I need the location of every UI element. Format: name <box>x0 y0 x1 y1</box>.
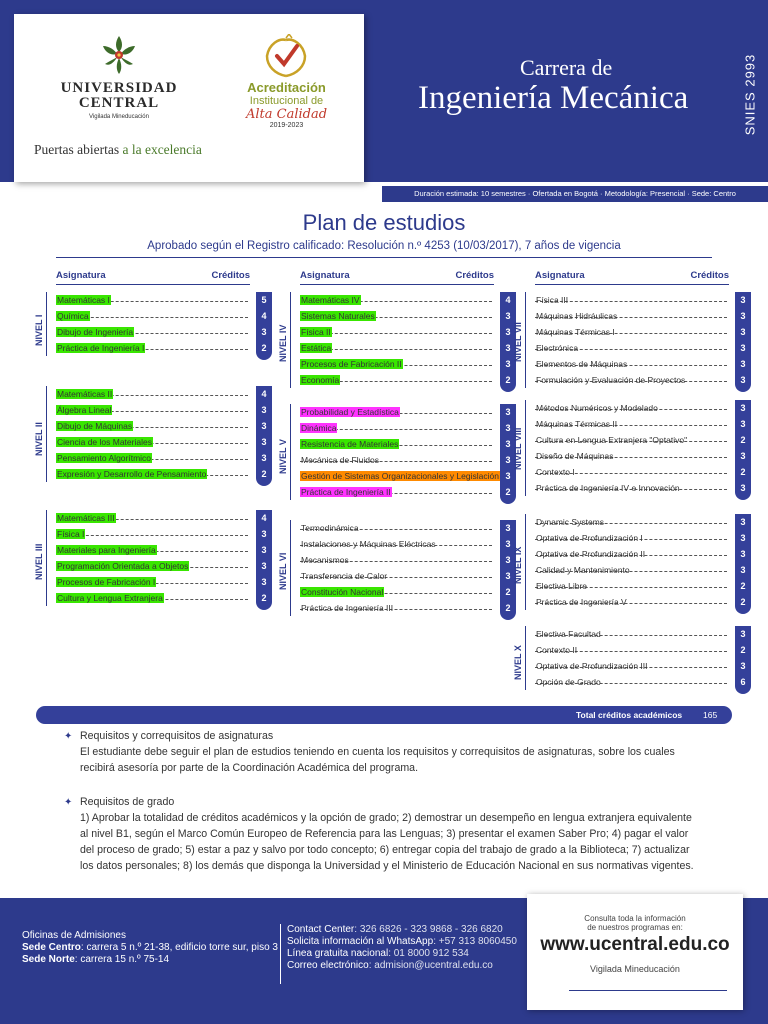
course-credits: 3 <box>740 565 746 575</box>
course-name: Química <box>57 311 89 321</box>
course-row <box>300 324 492 340</box>
course-credits: 4 <box>261 513 267 523</box>
course-row <box>535 642 727 658</box>
level-bracket <box>525 626 526 690</box>
course-credits: 3 <box>261 421 267 431</box>
course-row <box>56 526 248 542</box>
course-name: Diseño de Máquinas <box>536 451 614 461</box>
course-row <box>56 308 248 324</box>
course-name: Contexto II <box>536 645 578 655</box>
bullet-icon: ✦ <box>64 797 73 808</box>
course-row <box>56 558 248 574</box>
course-name: Máquinas Térmicas I <box>536 327 615 337</box>
requisites-text: El estudiante debe seguir el plan de estudios teniendo en cuenta los requisitos y correquisitos de asignaturas, sobre los cuales recibirá asesoría por parte de la Coordinación Académica del programa. <box>80 746 675 774</box>
course-row <box>56 590 248 606</box>
column-header: Asignatura Créditos <box>56 270 250 285</box>
course-name: Máquinas Térmicas II <box>536 419 618 429</box>
course-row <box>535 594 727 610</box>
bullet-icon: ✦ <box>64 731 73 742</box>
course-credits: 3 <box>505 571 511 581</box>
accreditation-badge <box>224 34 349 129</box>
level-bracket <box>290 292 291 388</box>
graduation-note <box>64 794 700 874</box>
course-credits: 3 <box>740 549 746 559</box>
plan-subtitle: Aprobado según el Registro calificado: Resolución n.º 4253 (10/03/2017), 7 años de vigencia <box>147 240 621 252</box>
course-row <box>300 404 492 420</box>
course-credits: 4 <box>505 295 511 305</box>
university-name-line1: UNIVERSIDAD <box>60 80 178 96</box>
course-credits: 3 <box>740 451 746 461</box>
course-row <box>300 452 492 468</box>
course-credits: 3 <box>505 471 511 481</box>
course-name: Práctica de Ingeniería I <box>57 343 145 353</box>
course-name: Instalaciones y Máquinas Eléctricas <box>301 539 436 549</box>
course-credits: 3 <box>505 523 511 533</box>
accreditation-subtitle: Institucional de <box>249 95 324 107</box>
course-row <box>535 578 727 594</box>
course-credits: 3 <box>261 545 267 555</box>
course-row <box>535 514 727 530</box>
snies-code: SNIES 2993 <box>742 53 758 136</box>
course-name: Estática <box>301 343 332 353</box>
university-crest-icon <box>99 34 139 76</box>
course-credits: 3 <box>261 327 267 337</box>
course-name: Física II <box>301 327 331 337</box>
course-credits: 2 <box>505 487 511 497</box>
course-row <box>56 340 248 356</box>
course-name: Electiva Facultad <box>536 629 601 639</box>
course-name: Física III <box>536 295 569 305</box>
course-credits: 3 <box>261 453 267 463</box>
course-row <box>300 340 492 356</box>
contact-info: Contact Center: 326 6826 - 323 9868 - 326 6820 Solicita información al WhatsApp: +57 313 8060450 Línea gratuita nacional: 01 8000 912 534 Correo electrónico: admision@ucentral.edu.co <box>287 924 517 971</box>
website-link[interactable]: www.ucentral.edu.co <box>540 934 730 955</box>
course-credits: 2 <box>740 435 746 445</box>
curriculum-column-3: Asignatura Créditos NIVEL VII 3 3 3 3 3 3 Física III Máquinas Hidráulicas Máquinas Térmicas I Electrónica Elementos de Máquinas Formulación y Evaluación de Proyectos NIVEL VIII 3 3 2 3 2 3 Métodos Numéricos y Modelado Máquinas Térmicas II Cultura en Lengua Extranjera "Optativo" Diseño de Máquinas Contexto I Práctica de Ingeniería IV e Innovación NIVEL IX 3 3 3 3 2 2 Dynamic Systems Optativa de Profundización I Optativa de Profundización II Calidad y Mantenimiento Electiva Libre Práctica de Ingeniería V NIVEL X 3 2 3 6 Electiva Facultad Contexto II Optativa de Profundización III Opción de Grado <box>513 270 733 285</box>
total-credits-value: 165 <box>703 710 718 720</box>
level-bracket <box>46 386 47 482</box>
course-name: Matemáticas IV <box>301 295 360 305</box>
university-logo <box>24 34 214 120</box>
course-name: Procesos de Fabricación II <box>301 359 402 369</box>
course-credits: 3 <box>505 439 511 449</box>
course-row <box>56 402 248 418</box>
course-credits: 3 <box>740 483 746 493</box>
course-name: Resistencia de Materiales <box>301 439 399 449</box>
total-credits-label: Total créditos académicos <box>576 710 683 720</box>
course-credits: 2 <box>261 343 267 353</box>
course-credits: 3 <box>740 375 746 385</box>
course-credits: 2 <box>505 587 511 597</box>
course-row <box>300 600 492 616</box>
footer-divider <box>280 924 281 984</box>
course-name: Cultura y Lengua Extranjera <box>57 593 163 603</box>
admissions-offices: Oficinas de Admisiones Sede Centro: carrera 5 n.º 21-38, edificio torre sur, piso 3 Sede Norte: carrera 15 n.º 75-14 <box>22 930 278 965</box>
course-credits: 3 <box>740 419 746 429</box>
whatsapp-number: : +57 313 8060450 <box>433 936 517 947</box>
level-bracket <box>525 514 526 610</box>
toll-free-line: : 01 8000 912 534 <box>388 948 469 959</box>
course-credits: 3 <box>505 455 511 465</box>
course-credits: 4 <box>261 389 267 399</box>
course-row <box>56 386 248 402</box>
course-credits: 2 <box>505 375 511 385</box>
course-row <box>535 372 727 388</box>
course-name: Cultura en Lengua Extranjera "Optativo" <box>536 435 688 445</box>
course-row <box>535 546 727 562</box>
plan-divider <box>56 257 712 258</box>
course-row <box>300 372 492 388</box>
course-name: Contexto I <box>536 467 575 477</box>
course-row <box>56 434 248 450</box>
course-credits: 3 <box>740 359 746 369</box>
course-credits: 3 <box>505 423 511 433</box>
requisites-note <box>64 728 700 776</box>
course-credits: 3 <box>505 555 511 565</box>
credits-bar <box>256 386 272 486</box>
course-name: Práctica de Ingeniería V <box>536 597 627 607</box>
course-name: Ciencia de los Materiales <box>57 437 152 447</box>
course-credits: 2 <box>740 645 746 655</box>
curriculum-column-2: Asignatura Créditos NIVEL IV 4 3 3 3 3 2 Matemáticas IV Sistemas Naturales Física II Estática Procesos de Fabricación II Economía NIVEL V 3 3 3 3 3 2 Probabilidad y Estadística Dinámica Resistencia de Materiales Mecánica de Fluidos Gestión de Sistemas Organizacionales y Legislación Práctica de Ingeniería II NIVEL VI 3 3 3 3 2 2 Termodinámica Instalaciones y Máquinas Eléctricas Mecanismos Transferencia de Calor Constitución Nacional Práctica de Ingeniería III <box>278 270 498 285</box>
course-credits: 3 <box>740 311 746 321</box>
course-row <box>56 324 248 340</box>
course-row <box>535 356 727 372</box>
credits-bar <box>735 292 751 392</box>
course-row <box>535 432 727 448</box>
course-name: Elementos de Máquinas <box>536 359 628 369</box>
course-credits: 3 <box>740 327 746 337</box>
credits-bar <box>256 292 272 360</box>
course-name: Sistemas Naturales <box>301 311 375 321</box>
website-card <box>527 894 743 1010</box>
course-name: Práctica de Ingeniería II <box>301 487 391 497</box>
course-name: Electiva Libre <box>536 581 588 591</box>
curriculum-column-1: Asignatura Créditos NIVEL I 5 4 3 2 Matemáticas I Química Dibujo de Ingeniería Práctica de Ingeniería I NIVEL II 4 3 3 3 3 2 Matemáticas II Álgebra Lineal Dibujo de Máquinas Ciencia de los Materiales Pensamiento Algorítmico Expresión y Desarrollo de Pensamiento NIVEL III 4 3 3 3 3 2 Matemáticas III Física I Materiales para Ingeniería Programación Orientada a Objetos Procesos de Fabricación I Cultura y Lengua Extranjera <box>34 270 254 285</box>
course-credits: 3 <box>261 437 267 447</box>
credits-bar <box>735 514 751 614</box>
course-credits: 6 <box>740 677 746 687</box>
level-bracket <box>290 520 291 616</box>
course-name: Física I <box>57 529 85 539</box>
course-row <box>56 466 248 482</box>
plan-title: Plan de estudios <box>302 210 466 235</box>
course-row <box>300 356 492 372</box>
course-row <box>56 510 248 526</box>
course-row <box>300 292 492 308</box>
course-name: Economía <box>301 375 340 385</box>
course-credits: 3 <box>505 359 511 369</box>
course-name: Optativa de Profundización II <box>536 549 646 559</box>
course-credits: 3 <box>740 295 746 305</box>
credits-bar <box>735 626 751 694</box>
course-name: Procesos de Fabricación I <box>57 577 156 587</box>
column-header: Asignatura Créditos <box>300 270 494 285</box>
course-credits: 3 <box>261 577 267 587</box>
course-name: Dibujo de Máquinas <box>57 421 133 431</box>
course-row <box>56 574 248 590</box>
course-name: Dibujo de Ingeniería <box>57 327 134 337</box>
course-name: Programación Orientada a Objetos <box>57 561 189 571</box>
course-name: Dynamic Systems <box>536 517 605 527</box>
course-credits: 3 <box>740 629 746 639</box>
program-info-strip: Duración estimada: 10 semestres · Ofertada en Bogotá · Metodología: Presencial · Sede: Centro <box>382 186 768 202</box>
course-name: Transferencia de Calor <box>301 571 388 581</box>
course-name: Termodinámica <box>301 523 359 533</box>
sede-norte-address: : carrera 15 n.º 75-14 <box>74 954 170 965</box>
course-name: Dinámica <box>301 423 337 433</box>
course-row <box>56 292 248 308</box>
course-row <box>535 562 727 578</box>
consult-text: Consulta toda la información de nuestros programas en: <box>584 914 686 932</box>
course-row <box>56 450 248 466</box>
column-header: Asignatura Créditos <box>535 270 729 285</box>
course-name: Gestión de Sistemas Organizacionales y Legislación <box>301 471 499 481</box>
course-name: Optativa de Profundización I <box>536 533 643 543</box>
course-row <box>535 416 727 432</box>
accreditation-quality: Alta Calidad <box>245 107 328 122</box>
sede-centro-address: : carrera 5 n.º 21-38, edificio torre sur, piso 3 <box>80 942 278 953</box>
course-credits: 4 <box>261 311 267 321</box>
course-name: Calidad y Mantenimiento <box>536 565 630 575</box>
course-credits: 3 <box>740 403 746 413</box>
course-credits: 2 <box>505 603 511 613</box>
course-row <box>535 340 727 356</box>
course-row <box>300 468 499 484</box>
credits-bar <box>256 510 272 610</box>
course-row <box>535 626 727 642</box>
course-row <box>535 324 727 340</box>
course-name: Expresión y Desarrollo de Pensamiento <box>57 469 207 479</box>
course-row <box>535 292 727 308</box>
vigilada-footer: Vigilada Mineducación <box>590 964 680 974</box>
course-credits: 3 <box>505 539 511 549</box>
admissions-email[interactable]: : admision@ucentral.edu.co <box>368 960 493 971</box>
level-bracket <box>525 400 526 496</box>
course-row <box>300 552 492 568</box>
course-name: Matemáticas II <box>57 389 113 399</box>
university-name-line2: CENTRAL <box>78 95 160 111</box>
course-name: Máquinas Hidráulicas <box>536 311 618 321</box>
course-row <box>535 400 727 416</box>
course-credits: 3 <box>740 533 746 543</box>
course-row <box>300 436 492 452</box>
course-row <box>300 536 492 552</box>
course-credits: 3 <box>261 405 267 415</box>
course-row <box>535 464 727 480</box>
course-name: Pensamiento Algorítmico <box>57 453 152 463</box>
course-name: Optativa de Profundización III <box>536 661 648 671</box>
course-credits: 3 <box>261 561 267 571</box>
course-row <box>300 484 492 500</box>
course-row <box>535 480 727 496</box>
course-credits: 2 <box>740 581 746 591</box>
vigilada-label: Vigilada Mineducación <box>89 114 149 120</box>
course-row <box>300 584 492 600</box>
course-credits: 3 <box>740 661 746 671</box>
course-row <box>56 542 248 558</box>
card-divider <box>569 990 727 991</box>
course-credits: 3 <box>261 529 267 539</box>
contact-center-phones: : 326 6826 - 323 9868 - 326 6820 <box>354 924 503 935</box>
course-credits: 2 <box>261 593 267 603</box>
level-bracket <box>290 404 291 500</box>
course-credits: 3 <box>740 517 746 527</box>
course-row <box>300 520 492 536</box>
course-name: Mecánica de Fluidos <box>301 455 379 465</box>
level-bracket <box>525 292 526 388</box>
course-name: Práctica de Ingeniería III <box>301 603 394 613</box>
course-credits: 5 <box>261 295 267 305</box>
course-name: Álgebra Lineal <box>57 405 112 415</box>
graduation-title: Requisitos de grado <box>80 796 175 808</box>
course-credits: 3 <box>505 327 511 337</box>
level-bracket <box>46 510 47 606</box>
total-credits-bar <box>36 706 732 724</box>
accreditation-title: Acreditación <box>247 80 326 95</box>
credits-bar <box>735 400 751 500</box>
logo-card <box>14 14 364 182</box>
course-credits: 2 <box>740 597 746 607</box>
course-name: Métodos Numéricos y Modelado <box>536 403 658 413</box>
course-name: Matemáticas I <box>57 295 110 305</box>
career-label: Carrera de <box>520 55 613 80</box>
course-row <box>56 418 248 434</box>
course-name: Probabilidad y Estadística <box>301 407 399 417</box>
course-name: Formulación y Evaluación de Proyectos <box>536 375 686 385</box>
course-name: Materiales para Ingeniería <box>57 545 156 555</box>
course-row <box>300 420 492 436</box>
course-name: Práctica de Ingeniería IV e Innovación <box>536 483 680 493</box>
course-name: Constitución Nacional <box>301 587 384 597</box>
course-row <box>300 568 492 584</box>
course-row <box>535 530 727 546</box>
course-row <box>300 308 492 324</box>
course-row <box>535 448 727 464</box>
course-row <box>535 658 727 674</box>
accreditation-years: 2019-2023 <box>269 122 304 129</box>
course-credits: 3 <box>505 311 511 321</box>
accreditation-laurel-icon <box>251 34 321 80</box>
course-name: Mecanismos <box>301 555 349 565</box>
requisites-title: Requisitos y correquisitos de asignaturas <box>80 730 274 742</box>
admissions-title: Oficinas de Admisiones <box>22 930 126 941</box>
course-credits: 2 <box>261 469 267 479</box>
university-motto: Puertas abiertas a la excelencia <box>34 142 202 157</box>
course-credits: 3 <box>505 407 511 417</box>
course-name: Opción de Grado <box>536 677 601 687</box>
course-credits: 2 <box>740 467 746 477</box>
course-credits: 3 <box>505 343 511 353</box>
career-name: Ingeniería Mecánica <box>418 80 689 116</box>
course-name: Electrónica <box>536 343 579 353</box>
course-row <box>535 674 727 690</box>
graduation-text: 1) Aprobar la totalidad de créditos académicos y la opción de grado; 2) demostrar un desempeño en lengua extranjera equivalente al nivel B1, según el Marco Común Europeo de Referencia para las Lenguas; 3) presentar el examen Saber Pro; 4) pagar el valor del proceso de grado; 5) estar a paz y salvo por todo concepto; 6) entregar copia del trabajo de grado a la Biblioteca; 7) actualizar los datos personales; 8) los demás que disponga la Universidad y el Ministerio de Educación Nacional en sus normativas vigentes. <box>80 812 694 872</box>
course-credits: 3 <box>740 343 746 353</box>
course-name: Matemáticas III <box>57 513 115 523</box>
level-bracket <box>46 292 47 356</box>
course-row <box>535 308 727 324</box>
